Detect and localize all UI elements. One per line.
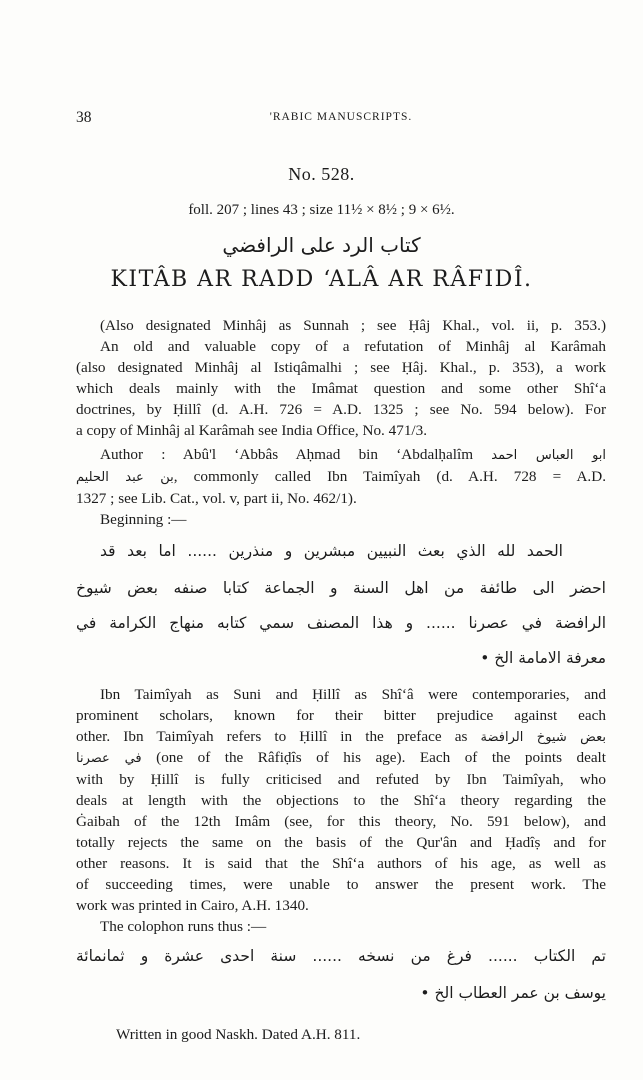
commentary-line: with by Ḥillî is fully criticised and refuted by Ibn Taimîyah, who xyxy=(76,771,606,788)
commentary-text: other. Ibn Taimîyah refers to Ḥillî in the preface as xyxy=(76,728,468,745)
commentary-line: Ġaibah of the 12th Imâm (see, for this theory, No. 591 below), and xyxy=(76,813,606,830)
author-text: , commonly called Ibn Taimîyah (d. A.H. 728 = A.D. xyxy=(173,468,606,485)
author-text: Author : Abû'l ‘Abbâs Aḥmad bin ‘Abdalḥalîm xyxy=(100,446,474,463)
beginning-arabic-line: الرافضة في عصرنا ...... و هذا المصنف سمي كتابه منهاج الكرامة في xyxy=(76,614,606,632)
description-line: An old and valuable copy of a refutation of Minhâj al Karâmah xyxy=(100,338,606,355)
commentary-arabic: في عصرنا xyxy=(76,751,142,766)
commentary-arabic: بعض شيوخ الرافضة xyxy=(480,730,607,745)
beginning-arabic-line: معرفة الامامة الخ • xyxy=(480,649,606,667)
commentary-line: of succeeding times, were unable to answer the present work. The xyxy=(76,876,606,893)
author-line: 1327 ; see Lib. Cat., vol. v, part ii, No. 462/1). xyxy=(76,490,357,507)
commentary-line: prominent scholars, known for their bitter prejudice against each xyxy=(76,707,606,724)
commentary-line xyxy=(76,727,606,748)
final-note: Written in good Naskh. Dated A.H. 811. xyxy=(116,1026,361,1043)
commentary-line: work was printed in Cairo, A.H. 1340. xyxy=(76,897,309,914)
author-line xyxy=(100,445,606,466)
commentary-text: (one of the Râfiḍîs of his age). Each of the points dealt xyxy=(156,749,607,766)
colophon-label: The colophon runs thus :— xyxy=(100,918,267,935)
description-line: doctrines, by Ḥillî (d. A.H. 726 = A.D. 1325 ; see No. 594 below). For xyxy=(76,401,606,418)
commentary-line: Ibn Taimîyah as Suni and Ḥillî as Shî‘â were contemporaries, and xyxy=(100,686,606,703)
description-line: which deals mainly with the Imâmat question and some other Shî‘a xyxy=(76,380,606,397)
commentary-line xyxy=(76,748,606,769)
collation: foll. 207 ; lines 43 ; size 11½ × 8½ ; 9 × 6½. xyxy=(188,202,455,218)
author-line xyxy=(76,467,606,488)
arabic-title: كتاب الرد على الرافضي xyxy=(222,233,421,257)
commentary-line: other reasons. It is said that the Shî‘a authors of his age, as well as xyxy=(76,855,606,872)
entry-number: No. 528. xyxy=(288,164,355,184)
page-number: 38 xyxy=(76,109,92,126)
commentary-line: deals at length with the objections to the Shî‘a theory regarding the xyxy=(76,792,606,809)
colophon-arabic-line: يوسف بن عمر العطاب الخ • xyxy=(420,984,606,1002)
beginning-arabic-line: الحمد لله الذي بعث النبيين مبشرين و منذرين ...... اما بعد قد xyxy=(100,542,563,560)
running-title: 'RABIC MANUSCRIPTS. xyxy=(269,111,413,123)
beginning-arabic-line: احضر الى طائفة من اهل السنة و الجماعة كتابا صنفه بعض شيوخ xyxy=(76,579,606,597)
author-arabic-name: ابو العباس احمد xyxy=(491,448,607,463)
description-line: a copy of Minhâj al Karâmah see India Office, No. 471/3. xyxy=(76,422,428,439)
colophon-arabic-line: تم الكتاب ...... فرغ من نسخه ...... سنة احدى عشرة و ثمانمائة xyxy=(76,947,606,965)
author-arabic-name-cont: بن عبد الحليم xyxy=(76,470,174,485)
beginning-label: Beginning :— xyxy=(100,511,187,528)
commentary-line: totally rejects the same on the basis of the Qur'ân and Ḥadîṣ and for xyxy=(76,834,606,851)
description-line: (Also designated Minhâj as Sunnah ; see Ḥâj Khal., vol. ii, p. 353.) xyxy=(100,317,606,334)
description-line: (also designated Minhâj al Istiqâmalhi ; see Ḥâj. Khal., p. 353), a work xyxy=(76,359,606,376)
latin-title: KITÂB AR RADD ‘ALÂ AR RÂFIDÎ. xyxy=(110,267,533,292)
